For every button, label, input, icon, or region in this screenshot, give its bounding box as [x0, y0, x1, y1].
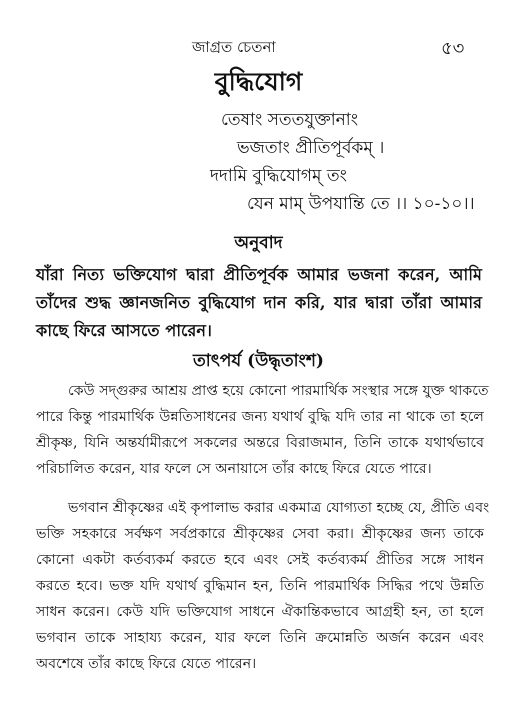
verse-line: ভজতাং প্রীতিপূর্বকম্ । [237, 138, 385, 158]
purport-line: করতে হবে। ভক্ত যদি যথার্থ বুদ্ধিমান হন, তিনি পারমার্থিক সিদ্ধির পথে উন্নতি [36, 578, 484, 594]
running-head [0, 36, 517, 58]
purport-line: পারে কিন্তু পারমার্থিক উন্নতিসাধনের জন্য যথার্থ বুদ্ধি যদি তার না থাকে তা হলে [36, 409, 484, 425]
purport-line: ভগবান তাকে সাহায্য করেন, যার ফলে তিনি ক্রমোন্নতি অর্জন করেন এবং [36, 630, 484, 646]
running-head-title: জাগ্রত চেতনা [192, 38, 276, 56]
translation-heading: অনুবাদ [234, 233, 283, 253]
purport-line: সাধন করেন। কেউ যদি ভক্তিযোগ সাধনে ঐকান্তিকভাবে আগ্রহী হন, তা হলে [36, 604, 484, 620]
verse-line: তেষাং সততযুক্তানাং [221, 110, 359, 130]
purport-line: অবশেষে তাঁর কাছে ফিরে যেতে পারেন। [36, 656, 257, 672]
purport-line: কেউ সদ্গুরুর আশ্রয় প্রাপ্ত হয়ে কোনো পারমার্থিক সংস্থার সঙ্গে যুক্ত থাকতে [68, 383, 489, 399]
verse-line: দদামি বুদ্ধিযোগম্ তং [210, 166, 347, 186]
verse-line: যেন মাম্ উপযান্তি তে ।। ১০-১০।। [247, 194, 475, 214]
purport-line: কোনো একটা কর্তব্যকর্ম করতে হবে এবং সেই কর্তব্যকর্ম প্রীতির সঙ্গে সাধন [36, 552, 484, 568]
purport-line: ভক্তি সহকারে সর্বক্ষণ সর্বপ্রকারে শ্রীকৃষ্ণের সেবা করা। শ্রীকৃষ্ণের জন্য তাকে [36, 526, 484, 542]
page-number: ৫৩ [441, 38, 465, 59]
purport-line: পরিচালিত করেন, যার ফলে সে অনায়াসে তাঁর কাছে ফিরে যেতে পারে। [36, 461, 432, 477]
purport-heading: তাৎপর্য (উদ্ধৃতাংশ) [193, 351, 324, 371]
translation-line: তাঁদের শুদ্ধ জ্ঞানজনিত বুদ্ধিযোগ দান করি, যার দ্বারা তাঁরা আমার [36, 293, 482, 312]
translation-line: যাঁরা নিত্য ভক্তিযোগ দ্বারা প্রীতিপূর্বক আমার ভজনা করেন, আমি [36, 265, 482, 284]
purport-line: শ্রীকৃষ্ণ, যিনি অন্তর্যামীরূপে সকলের অন্তরে বিরাজমান, তিনি তাকে যথার্থভাবে [36, 435, 484, 451]
purport-line: ভগবান শ্রীকৃষ্ণের এই কৃপালাভ করার একমাত্র যোগ্যতা হচ্ছে যে, প্রীতি এবং [68, 500, 490, 516]
translation-line: কাছে ফিরে আসতে পারেন। [36, 321, 212, 340]
chapter-title: বুদ্ধিযোগ [214, 67, 303, 96]
